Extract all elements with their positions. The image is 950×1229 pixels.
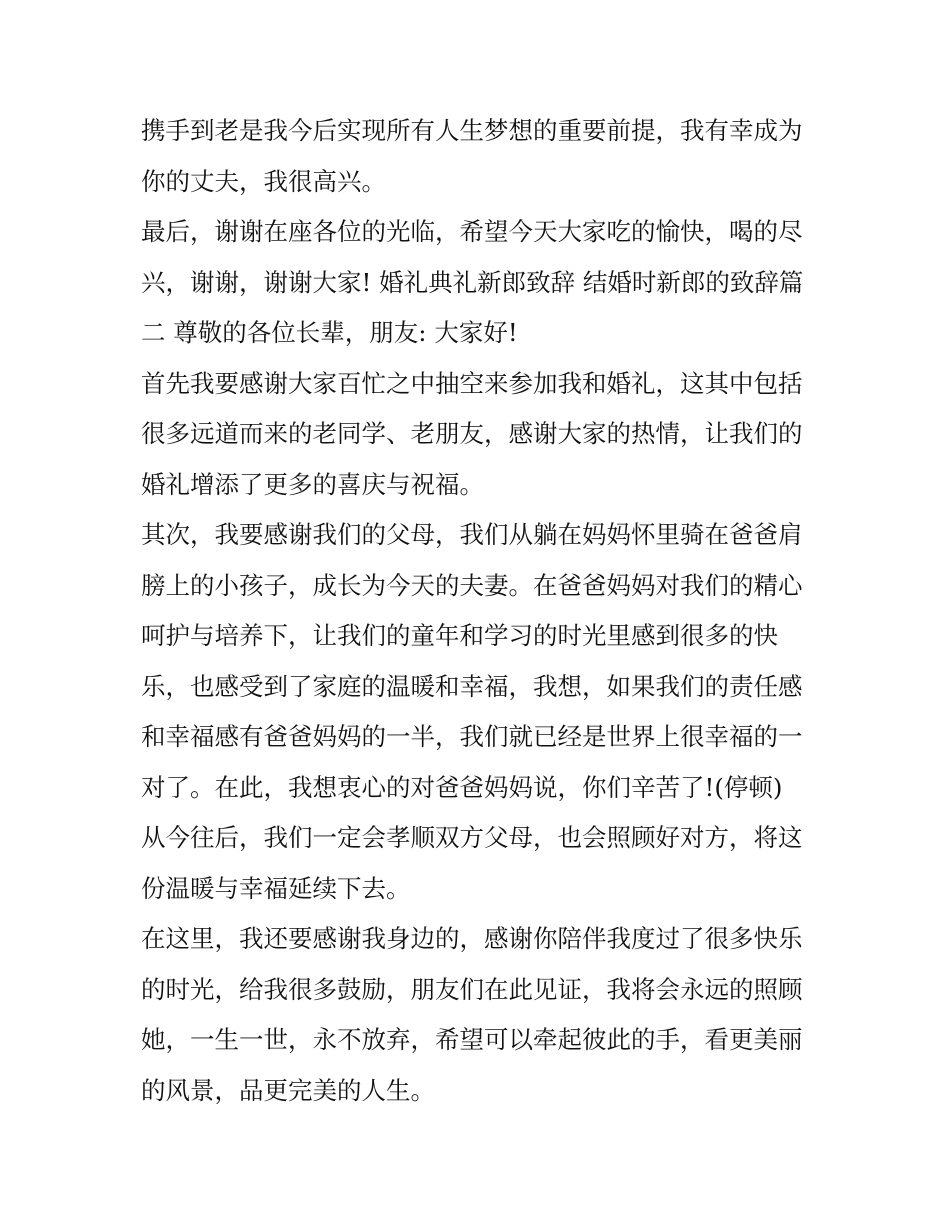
text-line: 的风景，品更完美的人生。 [141, 1075, 435, 1105]
text-line: 呵护与培养下，让我们的童年和学习的时光里感到很多的快 [141, 621, 778, 650]
text-line: 对了。在此，我想衷心的对爸爸妈妈说，你们辛苦了!(停顿) [141, 772, 783, 802]
text-line: 从今往后，我们一定会孝顺双方父母，也会照顾好对方，将这 [141, 823, 803, 852]
text-line: 她，一生一世，永不放弃，希望可以牵起彼此的手，看更美丽 [141, 1025, 803, 1054]
text-line: 婚礼增添了更多的喜庆与祝福。 [141, 469, 484, 499]
text-line: 首先我要感谢大家百忙之中抽空来参加我和婚礼，这其中包括 [141, 368, 803, 398]
text-line: 二 尊敬的各位长辈，朋友: 大家好! [141, 318, 518, 347]
text-line: 携手到老是我今后实现所有人生梦想的重要前提，我有幸成为 [141, 116, 803, 145]
document-body [141, 106, 813, 1116]
text-line: 很多远道而来的老同学、老朋友，感谢大家的热情，让我们的 [141, 419, 803, 448]
text-line: 你的丈夫，我很高兴。 [141, 166, 386, 196]
text-line: 和幸福感有爸爸妈妈的一半，我们就已经是世界上很幸福的一 [141, 722, 803, 751]
text-line: 兴，谢谢，谢谢大家! 婚礼典礼新郎致辞 结婚时新郎的致辞篇 [141, 267, 804, 297]
text-line: 最后，谢谢在座各位的光临，希望今天大家吃的愉快，喝的尽 [141, 217, 803, 246]
text-line: 在这里，我还要感谢我身边的，感谢你陪伴我度过了很多快乐 [141, 924, 803, 953]
text-line: 份温暖与幸福延续下去。 [141, 873, 411, 903]
text-line: 膀上的小孩子，成长为今天的夫妻。在爸爸妈妈对我们的精心 [141, 570, 803, 600]
text-line: 的时光，给我很多鼓励，朋友们在此见证，我将会永远的照顾 [141, 974, 803, 1004]
text-line: 其次，我要感谢我们的父母，我们从躺在妈妈怀里骑在爸爸肩 [141, 520, 803, 549]
text-line: 乐，也感受到了家庭的温暖和幸福，我想，如果我们的责任感 [141, 671, 803, 701]
